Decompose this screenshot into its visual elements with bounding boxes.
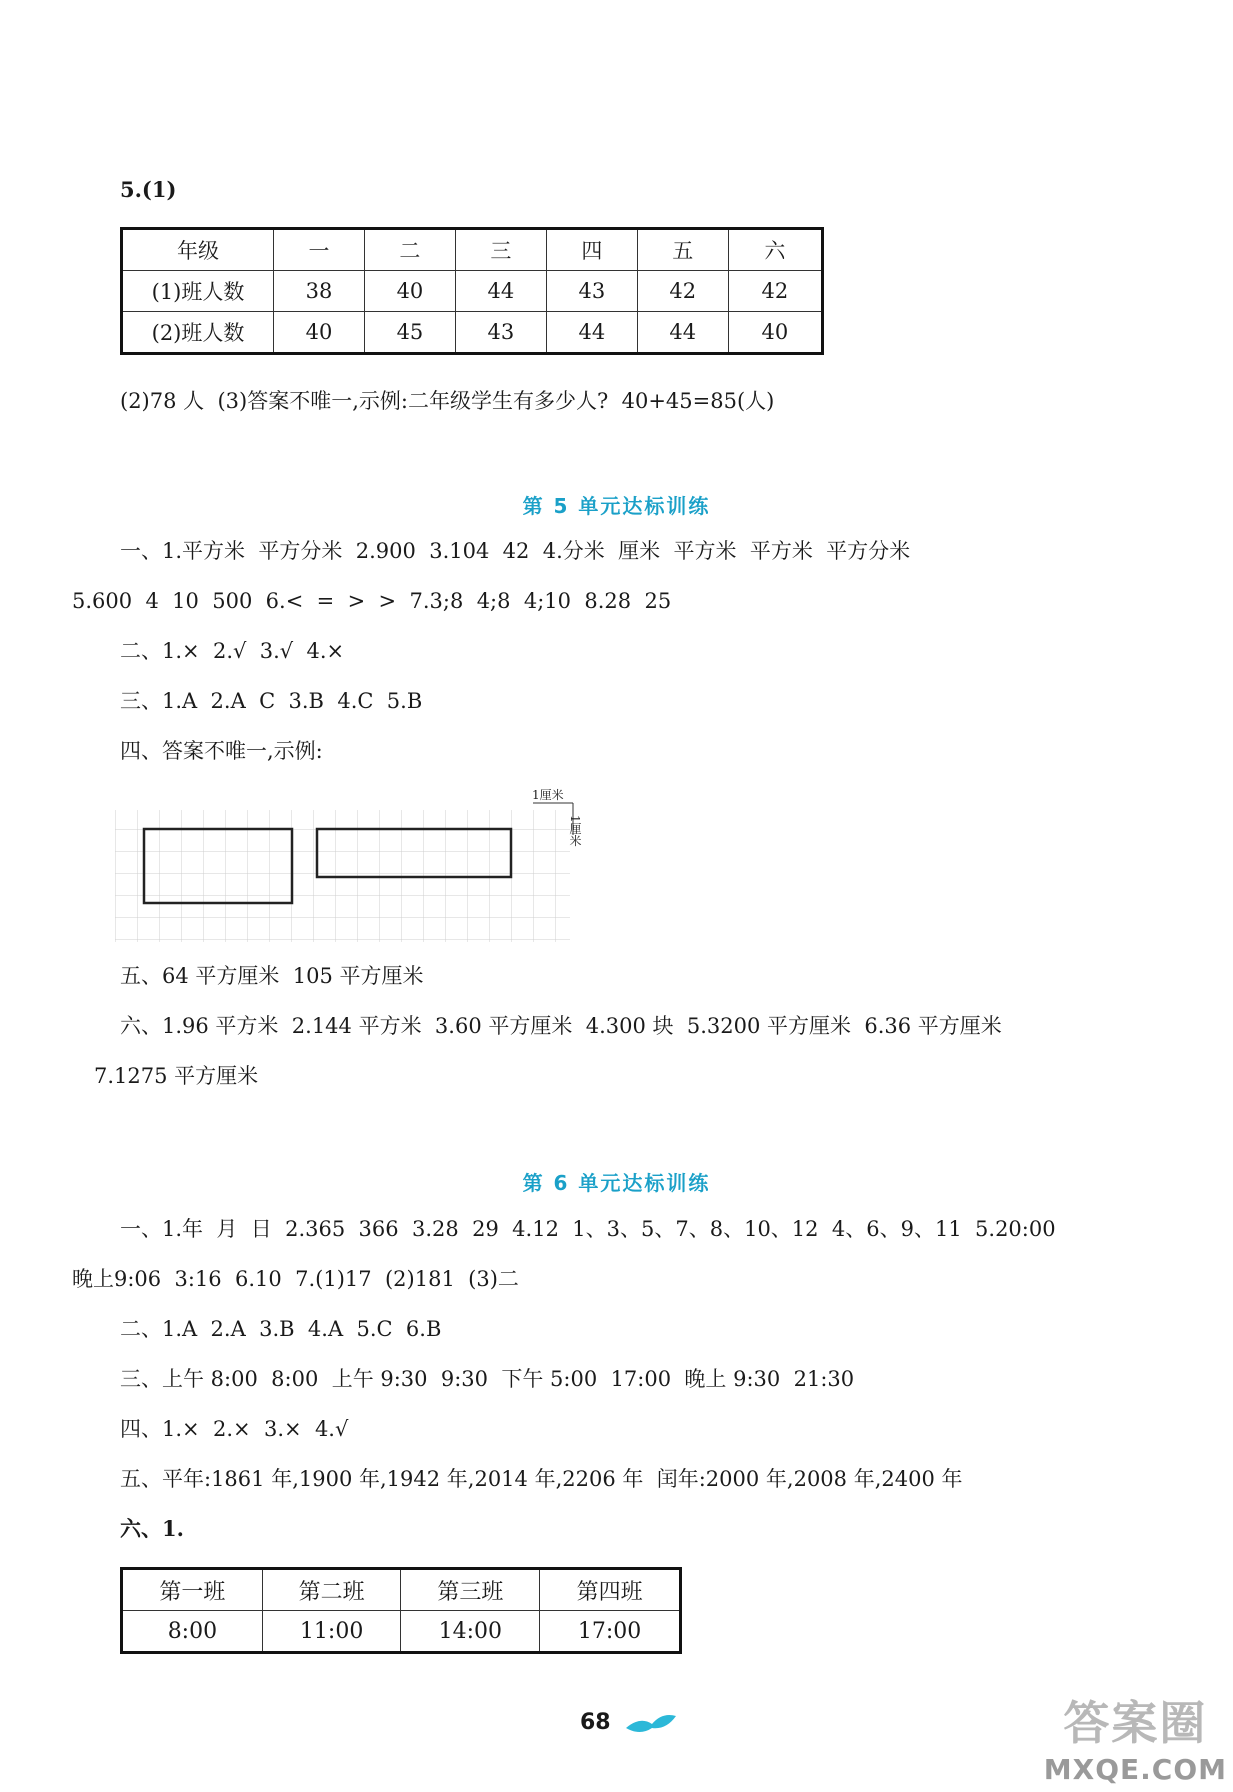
- q5-label: 5.(1): [120, 177, 177, 202]
- unit6-line-3: 二、1.A 2.A 3.B 4.A 5.C 6.B: [120, 1317, 442, 1341]
- unit5-line-7: 六、1.96 平方米 2.144 平方米 3.60 平方厘米 4.300 块 5.3200 平方厘米 6.36 平方厘米: [120, 1014, 1002, 1038]
- table-cell: 14:00: [401, 1611, 540, 1653]
- table-cell: 六: [728, 229, 822, 271]
- grid-label-vertical: 1厘米: [568, 815, 582, 847]
- page-number: 68: [580, 1710, 611, 1735]
- unit6-line-2: 晚上9:06 3:16 6.10 7.(1)17 (2)181 (3)二: [72, 1267, 519, 1291]
- table-cell: 40: [728, 312, 822, 354]
- unit6-line-1: 一、1.年 月 日 2.365 366 3.28 29 4.12 1、3、5、7、8、10、12 4、6、9、11 5.20:00: [120, 1217, 1056, 1241]
- table-cell: 年级: [122, 229, 274, 271]
- table-cell: 第三班: [401, 1569, 540, 1611]
- grid-label-horizontal: 1厘米: [532, 788, 564, 802]
- unit6-line-6: 五、平年:1861 年,1900 年,1942 年,2014 年,2206 年 闰年:2000 年,2008 年,2400 年: [120, 1467, 963, 1491]
- table-cell: 11:00: [262, 1611, 401, 1653]
- table-cell: 二: [364, 229, 455, 271]
- table-cell: 五: [637, 229, 728, 271]
- unit5-title: 第 5 单元达标训练: [522, 494, 711, 518]
- leaf-ornament-icon: [622, 1708, 682, 1738]
- unit6-line-4: 三、上午 8:00 8:00 上午 9:30 9:30 下午 5:00 17:00 晚上 9:30 21:30: [120, 1367, 855, 1391]
- unit5-line-4: 三、1.A 2.A C 3.B 4.C 5.B: [120, 689, 423, 713]
- unit5-line-2: 5.600 4 10 500 6.< = > > 7.3;8 4;8 4;10 8.28 25: [72, 589, 672, 613]
- table-row: [122, 1611, 681, 1653]
- unit5-line-5: 四、答案不唯一,示例:: [120, 739, 323, 763]
- unit5-line-1: 一、1.平方米 平方分米 2.900 3.104 42 4.分米 厘米 平方米 平方米 平方分米: [120, 539, 911, 563]
- table-cell: 8:00: [122, 1611, 263, 1653]
- unit6-title: 第 6 单元达标训练: [522, 1171, 711, 1195]
- table-cell: 44: [455, 271, 546, 312]
- unit5-line-6: 五、64 平方厘米 105 平方厘米: [120, 964, 424, 988]
- table-cell: 43: [546, 271, 637, 312]
- table-cell: 一: [274, 229, 365, 271]
- table-cell: 40: [364, 271, 455, 312]
- table-cell: 三: [455, 229, 546, 271]
- watermark-en: MXQE.COM: [1043, 1753, 1227, 1786]
- table-cell: (1)班人数: [122, 271, 274, 312]
- q5-answer: (2)78 人 (3)答案不唯一,示例:二年级学生有多少人? 40+45=85(人): [120, 389, 775, 413]
- table-row: [122, 1569, 681, 1611]
- table-cell: 40: [274, 312, 365, 354]
- table-cell: 第四班: [540, 1569, 681, 1611]
- watermark: [1044, 1687, 1227, 1786]
- table-cell: 43: [455, 312, 546, 354]
- table-cell: 42: [728, 271, 822, 312]
- table-cell: 44: [637, 312, 728, 354]
- table-cell: 42: [637, 271, 728, 312]
- table-cell: (2)班人数: [122, 312, 274, 354]
- unit5-line-3: 二、1.× 2.√ 3.√ 4.×: [120, 639, 345, 663]
- schedule-table: [120, 1567, 682, 1654]
- table-row: [122, 229, 823, 271]
- table-cell: 第一班: [122, 1569, 263, 1611]
- table-cell: 四: [546, 229, 637, 271]
- table-cell: 第二班: [262, 1569, 401, 1611]
- watermark-cn: 答案圈: [1063, 1696, 1208, 1750]
- unit6-line-5: 四、1.× 2.× 3.× 4.√: [120, 1417, 349, 1441]
- table-row: [122, 312, 823, 354]
- grid-figure: [115, 785, 595, 945]
- table-cell: 44: [546, 312, 637, 354]
- table-cell: 38: [274, 271, 365, 312]
- unit6-line-7: 六、1.: [120, 1516, 184, 1541]
- unit5-line-8: 7.1275 平方厘米: [94, 1064, 259, 1088]
- q5-table: [120, 227, 824, 355]
- table-row: [122, 271, 823, 312]
- table-cell: 17:00: [540, 1611, 681, 1653]
- table-cell: 45: [364, 312, 455, 354]
